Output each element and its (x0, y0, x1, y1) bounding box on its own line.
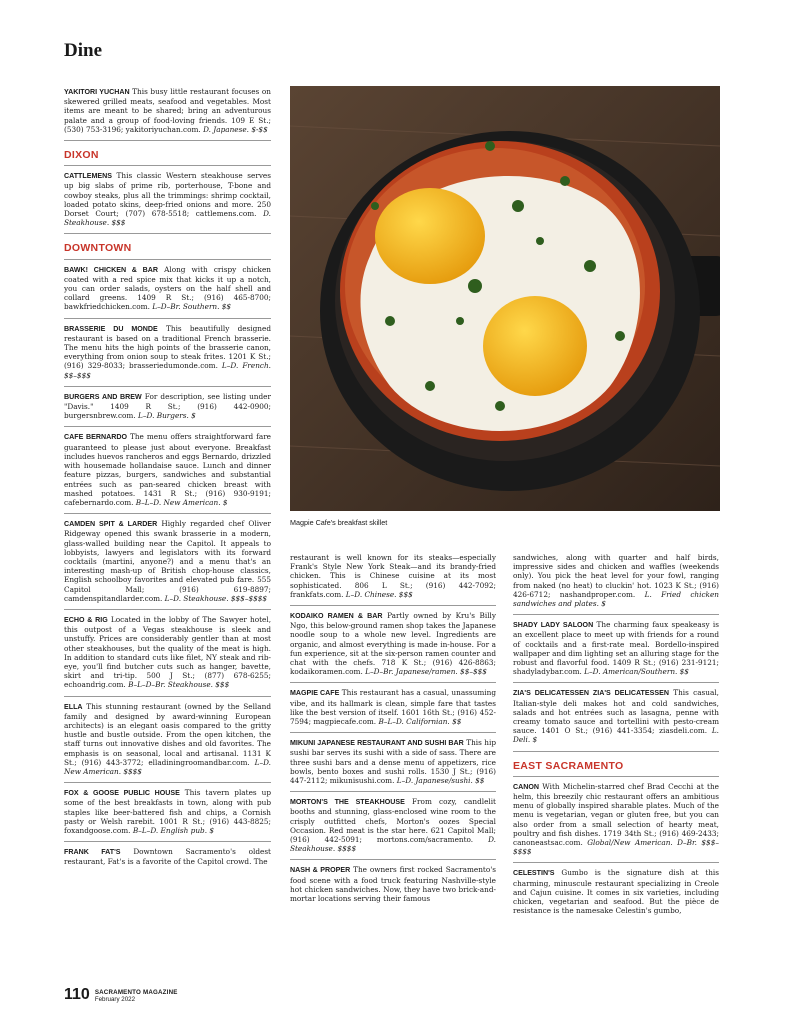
listing-entry (64, 697, 271, 784)
listing-meta: L–D–Br. Southern. $$ (152, 302, 232, 312)
listing-meta: L–D–Br. Japanese/ramen. $$–$$$ (365, 667, 487, 677)
food-photo (290, 86, 720, 511)
listing-body: Along with crispy chicken coated with a red spice mix that kicks it up a notch, you can order salads, oysters on the half shell and collard greens. 1409 R St.; (916) 465-8700; bawkfriedchicken.com. (64, 264, 271, 312)
restaurant-name: SHADY LADY SALOON (513, 621, 594, 630)
listing-meta: L–D. French. $$–$$$ (64, 361, 271, 380)
section-heading: DOWNTOWN (64, 234, 271, 259)
restaurant-name: BRASSERIE DU MONDE (64, 324, 158, 333)
listing-entry (64, 166, 271, 234)
listing-entry (64, 387, 271, 428)
restaurant-name: FRANK FAT'S (64, 848, 121, 857)
restaurant-name: KODAIKO RAMEN & BAR (290, 612, 383, 621)
listing-body: restaurant is well known for its steaks—especially Frank's Style New York Steak—and its brandy-fried chicken. This is Chinese cuisine at its most sophisticated. 806 L St.; (916) 442-7092; frankfats.com. (290, 553, 496, 599)
restaurant-name: CAMDEN SPIT & LARDER (64, 520, 158, 529)
listing-body: The menu offers straightforward fare guaranteed to please just about everyone. Breakfast includes huevos rancheros and eggs Bernardo, drizzled with housemade hollandaise sauce. Lunch and dinner feature pizzas, burgers, sandwiches and substantial entrées such as pan-seared chicken breast with mashed potatoes. 1431 R St.; (916) 930-9191; cafebernardo.com. (64, 432, 271, 507)
restaurant-name: FOX & GOOSE PUBLIC HOUSE (64, 789, 180, 798)
listing-entry (64, 783, 271, 842)
restaurant-name: ECHO & RIG (64, 615, 108, 624)
listing-entry (290, 860, 496, 909)
listing-body: Highly regarded chef Oliver Ridgeway opened this swank brasserie in a modern, glass-walled building near the Capitol. It appeals to lobbyists, lawyers and legislators with its forward cocktails (martini, anyone?) and a menu that's an interesting mash-up of British chop-house classics, English schoolboy favorites and elevated pub fare. 555 Capitol Mall; (916) 619-8897; camdenspitandlarder.com. (64, 519, 271, 603)
column-left (64, 82, 271, 873)
listing-entry (64, 514, 271, 610)
listing-body: For description, see listing under "Davis." 1409 R St.; (916) 442-0900; burgersnbrew.com. (64, 391, 271, 421)
listing-entry (64, 842, 271, 872)
page-number: 110 (64, 986, 90, 1003)
listing-meta: L. Fried chicken sandwiches and plates. $ (513, 589, 719, 609)
listing-body: This casual, Italian-style deli makes hot and cold sandwiches, salads and hot entrées such as lasagna, penne with creamy tomato sauce and tortellini with pesto-cream sauce. 1401 O St.; (916) 441-3354; ziasdeli.com. (513, 688, 720, 736)
restaurant-name: ELLA (64, 702, 83, 711)
listing-meta: L–D. Steakhouse. $$$–$$$$ (164, 593, 268, 603)
magazine-name: SACRAMENTO MAGAZINE (94, 989, 178, 996)
listing-entry (513, 683, 719, 751)
listing-body: From cozy, candlelit booths and stunning, glass-enclosed wine room to the crisply outfitted chefs, Morton's oozes Special Occasion. Red meat is the star here. 621 Capitol Mall; (916) 442-5091; mortons.com/sacramento. (290, 797, 496, 845)
listing-meta: B–L–D. New American. $ (135, 497, 228, 507)
listing-body: Located in the lobby of The Sawyer hotel, this outpost of a Vegas steakhouse is sleek and unstuffy. Prices are considerably gentler than at most other steakhouses, but the quality of the meat is high. In addition to standard cuts like filet, NY steak and rib-eye, you'll find butcher cuts such as hanger, bavette, skirt and tri-tip. 500 J St.; (877) 678-6255; echoandrig.com. (64, 614, 272, 690)
listing-body: The owners first rocked Sacramento's food scene with a food truck featuring Nashville-style hot chicken sandwiches. Now, they have two brick-and-mortar locations serving their famous (290, 865, 497, 904)
listing-continued (290, 548, 496, 606)
listing-body: This tavern plates up some of the best breakfasts in town, along with pub staples like beer-battered fish and chips, a Cornish pasty or Welsh rarebit. 1001 R St.; (916) 443-8825; foxandgoose.com. (64, 788, 271, 835)
magazine-info (95, 989, 178, 1003)
restaurant-name: BAWK! CHICKEN & BAR (64, 265, 159, 274)
listing-entry (64, 82, 271, 141)
listing-meta: L–D. American/Southern. $$ (584, 667, 689, 677)
listing-body: Partly owned by Kru's Billy Ngo, this below-ground ramen shop takes the Japanese noodle soup to a whole new level. Ingredients are organic, and almost everything is made in-house. For a fun experience, sit at the six-person ramen counter and chat with the chefs. 718 K St.; (916) 426-8863; kodaikoramen.com. (290, 611, 496, 677)
restaurant-name: CAFE BERNARDO (64, 433, 127, 442)
listing-entry (64, 319, 271, 387)
restaurant-name: YAKITORI YUCHAN (64, 88, 130, 96)
listing-entry (290, 606, 496, 683)
section-heading: DIXON (64, 141, 271, 166)
listing-entry (64, 260, 271, 319)
restaurant-name: MAGPIE CAFE (290, 689, 340, 698)
section-heading: EAST SACRAMENTO (513, 752, 719, 777)
restaurant-name: NASH & PROPER (290, 866, 351, 875)
listing-body: sandwiches, along with quarter and half birds, impressive sides and chicken and waffles (weekends only). You pick the heat level for your fowl, ranging from naked (no heat) to cluckin' hot. 1023 K St.; (916) 426-6712; nashandproper.com. (513, 553, 719, 599)
listing-entry (64, 427, 271, 514)
issue-date: February 2022 (94, 996, 136, 1003)
listing-body: With Michelin-starred chef Brad Cecchi at the helm, this breezily chic restaurant offers an ambitious menu of globally inspired sharable plates. Much of the menu is vegetarian, vegan or gluten free, but you can also order from a small selection of hearty meat, poultry and fish dishes. 1719 34th St.; (916) 469-2433; canoneastsac.com. (513, 781, 719, 848)
listing-meta: D. Japanese. $-$$ (203, 124, 268, 134)
listing-entry (513, 615, 719, 683)
photo-caption: Magpie Cafe's breakfast skillet (290, 518, 388, 527)
listing-body: This restaurant has a casual, unassuming vibe, and its hallmark is clean, simple fare that tastes like the best version of itself. 1601 16th St.; (916) 452-7594; magpiecafe.com. (290, 688, 496, 727)
listing-body: The charming faux speakeasy is an excellent place to meet up with friends for a round of cocktails and a first-rate meal. Bordello-inspired wallpaper and dim lighting set an alluring stage for the robust and flavorful food. 1409 R St.; (916) 231-9121; shadyladybar.com. (513, 620, 719, 677)
listing-entry (513, 777, 719, 864)
restaurant-name: CELESTIN'S (513, 869, 555, 878)
listing-meta: D. Steakhouse. $$$ (64, 209, 271, 228)
listing-meta: L–D. Burgers. $ (138, 411, 196, 421)
column-middle (290, 548, 496, 909)
listing-meta: L–D. Chinese. $$$ (345, 589, 413, 599)
listing-meta: L–D. New American. $$$$ (64, 757, 271, 776)
listing-meta: B–L–D. English pub. $ (132, 826, 214, 835)
restaurant-name: CANON (513, 782, 540, 791)
listing-entry (290, 733, 496, 792)
page-footer (64, 987, 178, 1003)
restaurant-name: MIKUNI JAPANESE RESTAURANT AND SUSHI BAR (290, 739, 464, 748)
listing-body: Gumbo is the signature dish at this charming, minuscule restaurant specializing in Creole and Cajun cuisine. It comes in six varieties, including chicken, vegetarian and seafood. But the pièce de resistance is the namesake Celestin's gumbo, (513, 868, 719, 916)
skillet-eggs-image (290, 86, 720, 511)
listing-meta: B–L–D–Br. Steakhouse. $$$ (128, 680, 230, 690)
listing-meta: Global/New American. D–Br. $$$–$$$$ (513, 838, 719, 857)
listing-body: This classic Western steakhouse serves up big slabs of prime rib, porterhouse, T-bone and cowboy steaks, plus all the trimmings: shrimp cocktail, loaded potato skins, deep-fried onions and more. 250 Dorset Court; (707) 678-5518; cattlemens.com. (64, 171, 271, 219)
listing-body: This beautifully designed restaurant is based on a traditional French brasserie. The menu hits the high points of the brasserie canon, everything from onion soup to steak frites. 1201 K St.; (916) 329-8033; brasseriedumonde.com. (64, 323, 271, 371)
restaurant-name: MORTON'S THE STEAKHOUSE (290, 798, 405, 807)
restaurant-name: BURGERS AND BREW (64, 392, 142, 401)
listing-body: This hip sushi bar serves its sushi with a side of sass. There are three sushi bars and a dense menu of appetizers, rice bowls, bento boxes and sushi rolls. 1530 J St.; (916) 447-2112; mikunisushi.com. (290, 738, 496, 786)
listing-entry (290, 792, 496, 860)
listing-meta: D. Steakhouse. $$$$ (290, 835, 496, 854)
column-right (513, 548, 719, 922)
restaurant-name: CATTLEMENS (64, 172, 112, 181)
listing-meta: B–L–D. Californian. $$ (378, 717, 462, 727)
listing-meta: L–D. Japanese/sushi. $$ (396, 776, 485, 786)
listing-body: This busy little restaurant focuses on skewered grilled meats, seafood and vegetables. Most items are meant to be shared; bring an adventurous palate and a group of food-loving friends. 109 E St.; (530) 753-3196; yakitoriyuchan.com. (64, 87, 271, 134)
restaurant-name: ZIA'S DELICATESSEN ZIA'S DELICATESSEN (513, 689, 669, 698)
listing-entry (64, 610, 271, 697)
listing-entry (290, 683, 496, 733)
listing-continued (513, 548, 719, 615)
listing-body: This stunning restaurant (owned by the Selland family and designed by award-winning European architects) is an elegant oasis compared to the gritty hustle and bustle outside. From the open kitchen, the staff turns out innovative dishes and old favorites. The emphasis is on seasonal, local and artisanal. 1131 K St.; (916) 443-3772; elladiningroomandbar.com. (64, 701, 271, 767)
listing-body: Downtown Sacramento's oldest restaurant, Fat's is a favorite of the Capitol crowd. The (64, 847, 271, 867)
listing-meta: L. Deli. $ (513, 726, 719, 745)
page-title: Dine (64, 40, 102, 61)
listing-entry (513, 863, 719, 921)
